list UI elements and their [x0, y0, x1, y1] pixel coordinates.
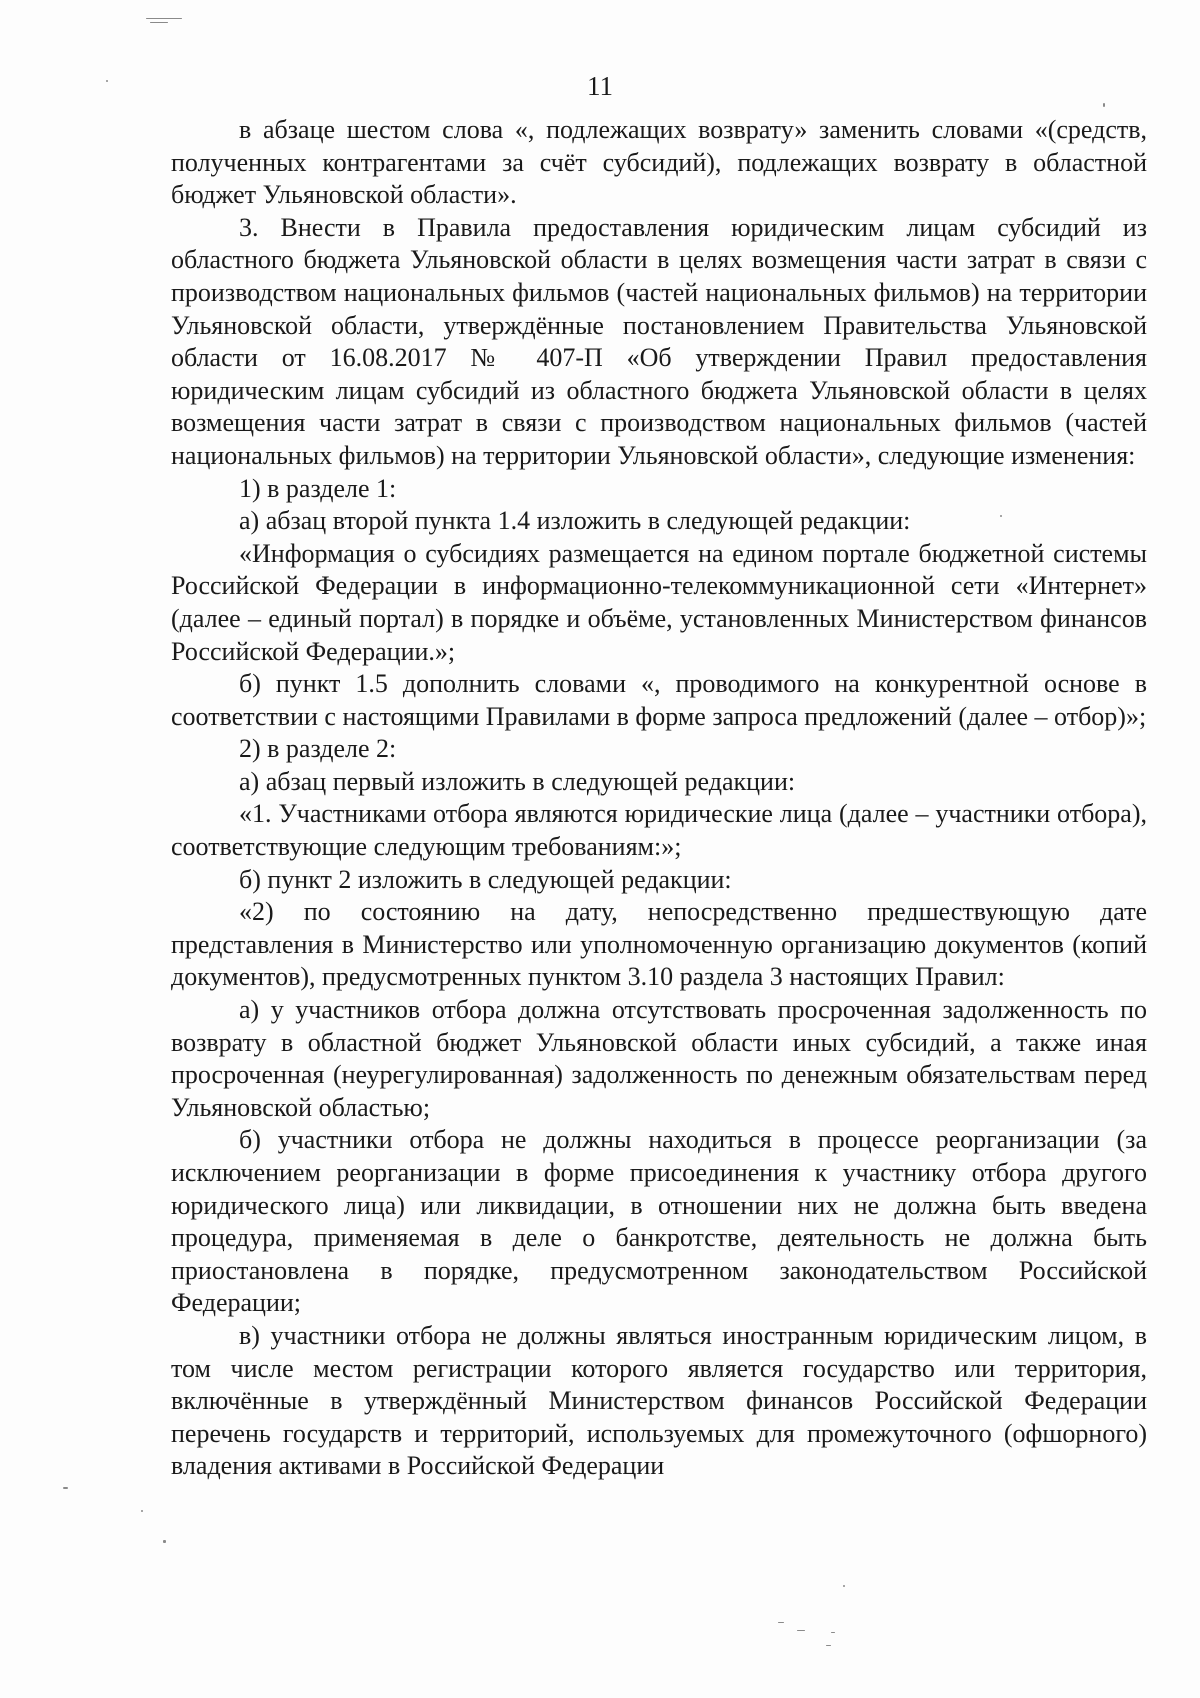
- paragraph: 3. Внести в Правила предоставления юридическим лицам субсидий из областного бюджета Ульяновской области в целях возмещения части затрат в связи с производством национальных фильмов (частей национальных фильмов) на территории Ульяновской области, утверждённые постановлением Правительства Ульяновской области от 16.08.2017 № 407-П «Об утверждении Правил предоставления юридическим лицам субсидий из областного бюджета Ульяновской области в целях возмещения части затрат в связи с производством национальных фильмов (частей национальных фильмов) на территории Ульяновской области», следующие изменения:: [171, 212, 1147, 470]
- paragraph: а) абзац первый изложить в следующей редакции:: [239, 766, 796, 796]
- paragraph: 2) в разделе 2:: [239, 734, 397, 764]
- paragraph: «2) по состоянию на дату, непосредственно предшествующую дате представления в Министерство или уполномоченную организацию документов (копий документов), предусмотренных пунктом 3.10 раздела 3 настоящих Правил:: [171, 897, 1147, 992]
- paragraph: 1) в разделе 1:: [239, 473, 397, 503]
- scan-artifact: [826, 1645, 831, 1646]
- paragraph: «1. Участниками отбора являются юридические лица (далее – участники отбора), соответствующие следующим требованиям:»;: [171, 799, 1147, 862]
- scan-artifact: [146, 18, 182, 19]
- paragraph: а) у участников отбора должна отсутствовать просроченная задолженность по возврату в областной бюджет Ульяновской области иных субсидий, а также иная просроченная (неурегулированная) задолженность по денежным обязательствам перед Ульяновской областью;: [171, 995, 1147, 1122]
- paragraph: в) участники отбора не должны являться иностранным юридическим лицом, в том числе местом регистрации которого является государство или территория, включённые в утверждённый Министерством финансов Российской Федерации перечень государств и территорий, используемых для промежуточного (офшорного) владения активами в Российской Федерации: [171, 1320, 1147, 1481]
- scan-artifact: [1103, 103, 1105, 107]
- paragraph: в абзаце шестом слова «, подлежащих возврату» заменить словами «(средств, полученных контрагентами за счёт субсидий), подлежащих возврату в областной бюджет Ульяновской области».: [171, 115, 1147, 210]
- page-number: 11: [587, 71, 613, 101]
- paragraph: а) абзац второй пункта 1.4 изложить в следующей редакции:: [239, 506, 911, 536]
- paragraph: б) участники отбора не должны находиться в процессе реорганизации (за исключением реорганизации в форме присоединения к участнику отбора другого юридического лица) или ликвидации, в отношении них не должна быть введена процедура, применяемая в деле о банкротстве, деятельность не должна быть приостановлена в порядке, предусмотренном законодательством Российской Федерации;: [171, 1125, 1147, 1318]
- scan-artifact: [831, 1632, 835, 1633]
- scan-artifact: [141, 1510, 143, 1512]
- scan-artifact: [778, 1622, 784, 1623]
- scan-artifact: [150, 22, 168, 23]
- scan-artifact: [797, 1630, 805, 1631]
- scan-artifact: [843, 1585, 845, 1587]
- scan-artifact: [163, 1540, 166, 1543]
- paragraph: б) пункт 1.5 дополнить словами «, проводимого на конкурентной основе в соответствии с настоящими Правилами в форме запроса предложений (далее – отбор)»;: [171, 669, 1147, 731]
- scan-artifact: [63, 1487, 68, 1489]
- paragraph: «Информация о субсидиях размещается на едином портале бюджетной системы Российской Федерации в информационно-телекоммуникационной сети «Интернет» (далее – единый портал) в порядке и объёме, установленных Министерством финансов Российской Федерации.»;: [171, 538, 1147, 666]
- paragraph: б) пункт 2 изложить в следующей редакции:: [239, 864, 732, 894]
- document-body: [171, 114, 1147, 1483]
